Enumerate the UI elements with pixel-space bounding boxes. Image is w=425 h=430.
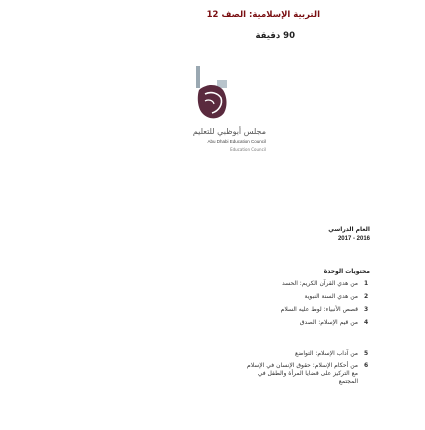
list-item-text: من آداب الإسلام: التواضع	[295, 350, 358, 357]
list-item	[248, 350, 370, 357]
list-item	[228, 280, 370, 287]
council-english-name: Abu Dhabi Education Council	[207, 139, 266, 144]
list-item-number: 1	[364, 280, 369, 287]
list-item	[253, 319, 370, 326]
list-item	[248, 306, 370, 313]
council-sub-label: Education Council	[230, 147, 266, 152]
academic-year-label: العام الدراسي	[328, 226, 370, 233]
list-item-text: من هدي القرآن الكريم: الحسد	[281, 280, 358, 287]
list-item-text: قصص الأنبياء: لوط عليه السلام	[280, 306, 358, 313]
list-item-text: من أحكام الإسلام: حقوق الإنسان في الإسلام مع التركيز على قضايا المرأة والطفل في المجتمع	[246, 362, 358, 386]
list-item-number: 5	[364, 350, 369, 357]
list-item-number: 4	[364, 319, 369, 326]
academic-year-value: 2017 - 2016	[337, 236, 370, 242]
contents-title: محتويات الوحدة	[323, 268, 370, 275]
subject-title: التربية الإسلامية: الصف 12	[206, 10, 320, 20]
list-item-number: 6	[364, 362, 369, 369]
list-item	[243, 362, 370, 386]
list-item-text: من قيم الإسلام: الصدق	[299, 319, 358, 326]
list-item-number: 2	[364, 293, 369, 300]
list-item-number: 3	[364, 306, 369, 313]
duration-label: 90 دقيقة	[255, 31, 295, 41]
adec-logo-icon	[193, 66, 229, 122]
council-arabic-name: مجلس أبوظبي للتعليم	[192, 127, 266, 136]
list-item	[258, 293, 370, 300]
list-item-text: من هدي السنة النبوية	[304, 293, 358, 300]
